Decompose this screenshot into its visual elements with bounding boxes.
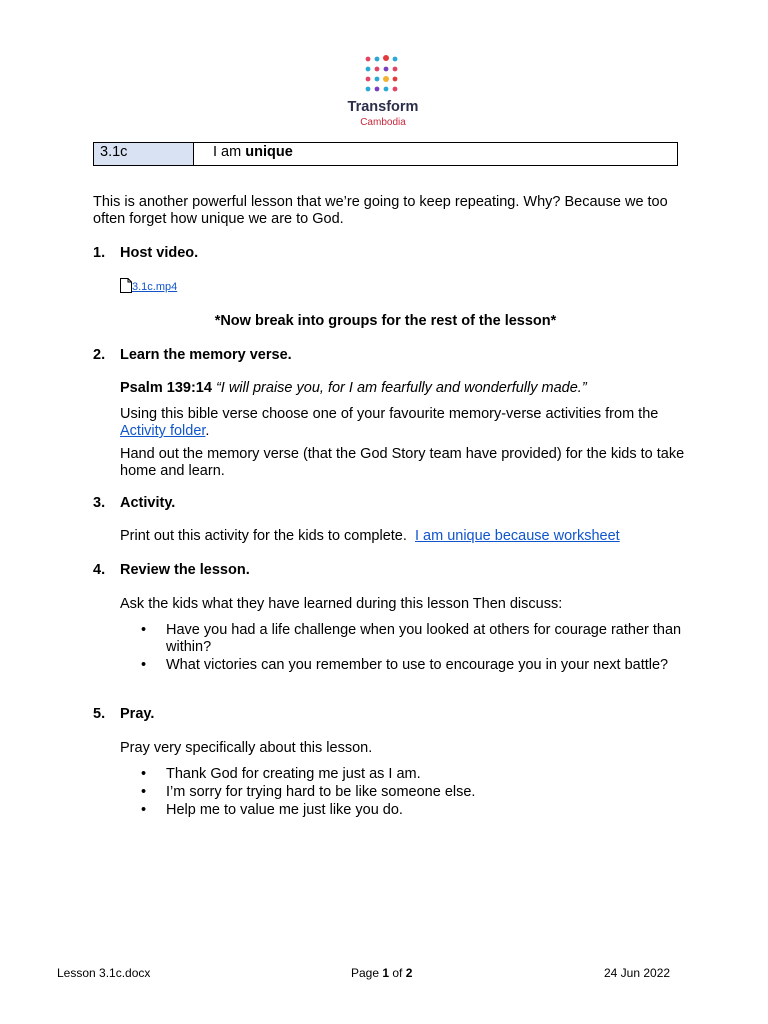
document-icon bbox=[120, 278, 132, 293]
step-1-number: 1. bbox=[93, 245, 106, 261]
step-3-number: 3. bbox=[93, 495, 106, 511]
bullet-marker: • bbox=[141, 622, 147, 638]
video-file-link[interactable] bbox=[120, 278, 177, 293]
handout-paragraph: Hand out the memory verse (that the God Story team have provided) for the kids to take home and learn. bbox=[120, 446, 685, 479]
bullet-marker: • bbox=[141, 657, 147, 673]
pray-bullet: Thank God for creating me just as I am. bbox=[166, 766, 421, 782]
transform-cambodia-logo bbox=[333, 50, 433, 132]
review-paragraph: Ask the kids what they have learned during this lesson Then discuss: bbox=[120, 596, 563, 612]
logo-subtitle: Cambodia bbox=[360, 117, 406, 128]
lesson-code: 3.1c bbox=[94, 143, 194, 165]
lesson-title-prefix: I am bbox=[213, 144, 246, 160]
verse-text: “I will praise you, for I am fearfully and wonderfully made.” bbox=[215, 380, 587, 396]
footer-filename: Lesson 3.1c.docx bbox=[57, 966, 151, 980]
verse-instructions-text: Using this bible verse choose one of your favourite memory-verse activities from the bbox=[120, 406, 659, 422]
bullet-marker: • bbox=[141, 802, 147, 818]
dot-grid-icon bbox=[363, 54, 403, 96]
pray-bullet: Help me to value me just like you do. bbox=[166, 802, 403, 818]
step-2-number: 2. bbox=[93, 347, 106, 363]
activity-folder-link[interactable]: Activity folder bbox=[120, 423, 206, 439]
verse-reference: Psalm 139:14 bbox=[120, 380, 212, 396]
logo-name: Transform bbox=[347, 99, 419, 115]
review-bullet: What victories can you remember to use to encourage you in your next battle? bbox=[166, 657, 669, 673]
page-mid: of bbox=[389, 966, 406, 980]
groups-note: *Now break into groups for the rest of the lesson* bbox=[214, 313, 557, 329]
page-prefix: Page bbox=[351, 966, 383, 980]
worksheet-link[interactable]: I am unique because worksheet bbox=[414, 528, 620, 544]
review-bullet: Have you had a life challenge when you looked at others for courage rather than within? bbox=[166, 622, 682, 655]
page-current: 1 bbox=[382, 966, 390, 980]
pray-paragraph: Pray very specifically about this lesson. bbox=[120, 740, 373, 756]
bullet-marker: • bbox=[141, 784, 147, 800]
memory-verse bbox=[120, 380, 685, 397]
footer-page-number bbox=[351, 966, 412, 980]
step-5-number: 5. bbox=[93, 706, 106, 722]
video-file-name[interactable]: 3.1c.mp4 bbox=[132, 281, 178, 293]
activity-paragraph bbox=[120, 528, 685, 545]
activity-text: Print out this activity for the kids to complete. bbox=[120, 528, 407, 544]
lesson-title-bold: unique bbox=[245, 144, 293, 160]
step-4-number: 4. bbox=[93, 562, 106, 578]
pray-bullet: I’m sorry for trying hard to be like someone else. bbox=[166, 784, 476, 800]
page-total: 2 bbox=[405, 966, 413, 980]
step-5-title: Pray. bbox=[120, 706, 155, 722]
step-3-title: Activity. bbox=[120, 495, 176, 511]
lesson-title bbox=[194, 143, 312, 165]
footer-date: 24 Jun 2022 bbox=[604, 966, 671, 980]
lesson-header-table bbox=[93, 142, 678, 166]
step-1-title: Host video. bbox=[120, 245, 199, 261]
verse-instructions-end: . bbox=[205, 423, 210, 439]
bullet-marker: • bbox=[141, 766, 147, 782]
intro-paragraph: This is another powerful lesson that we’re going to keep repeating. Why? Because we too often forget how unique we are to God. bbox=[93, 194, 668, 227]
step-4-title: Review the lesson. bbox=[120, 562, 250, 578]
step-2-title: Learn the memory verse. bbox=[120, 347, 292, 363]
verse-instructions bbox=[120, 406, 685, 440]
